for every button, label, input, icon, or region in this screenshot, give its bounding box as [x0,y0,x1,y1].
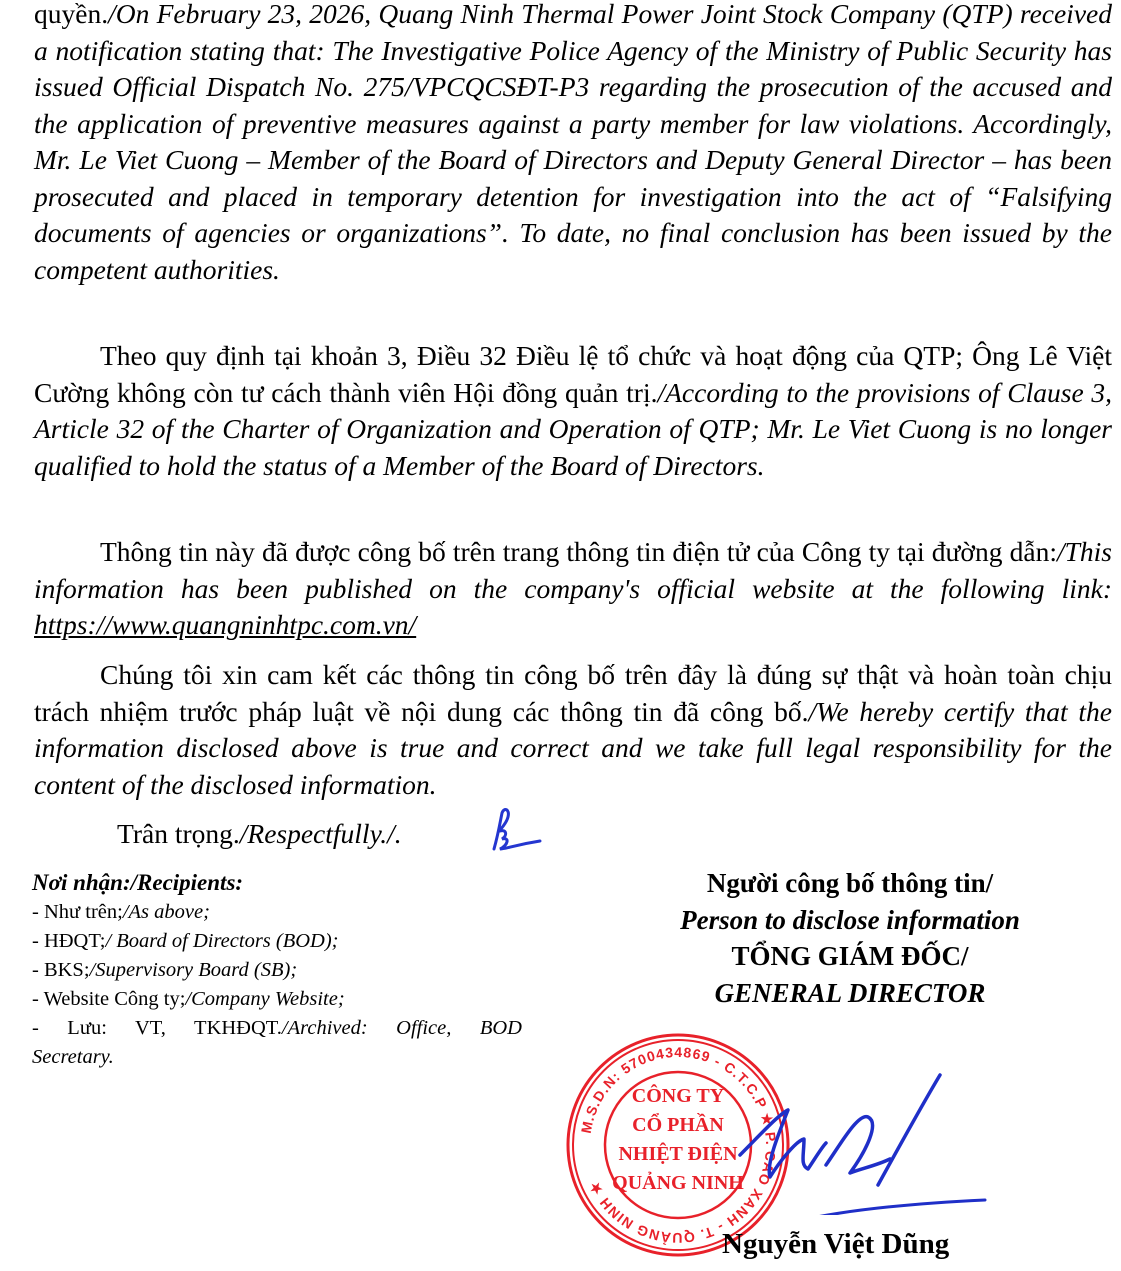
signer-name: Nguyễn Việt Dũng [722,1228,950,1260]
paragraph-charter-provision [34,338,1112,484]
signer-role-en: Person to disclose information [680,904,1020,935]
closing-vi: Trân trọng. [117,818,240,849]
paragraph-3-en: /This information has been published on the company's official website at the following link: [34,536,1112,604]
signer-title-en: GENERAL DIRECTOR [714,977,986,1008]
paragraph-prosecution-notice [34,0,1112,288]
paragraph-1-en: /On February 23, 2026, Quang Ninh Thermal Power Joint Stock Company (QTP) received a notification stating that: The Investigative Police Agency of the Ministry of Public Security has issued Official Dispatch No. 275/VPCQCSĐT-P3 regarding the prosecution of the accused and the application of preventive measures against a party member for law violations. Accordingly, Mr. Le Viet Cuong – Member of the Board of Directors and Deputy General Director – has been prosecuted and placed in temporary detention for investigation into the act of “Falsifying documents of agencies or organizations”. To date, no final conclusion has been issued by the competent authorities. [34,0,1112,285]
paragraph-4-en: /We hereby certify that the information disclosed above is true and correct and we take full legal responsibility for the content of the disclosed information. [34,695,1112,800]
paragraph-1-vi: quyền. [34,0,109,29]
paragraph-2-en: /According to the provisions of Clause 3, Article 32 of the Charter of Organization and Operation of QTP; Mr. Le Viet Cuong is no longer qualified to hold the status of a Member of the Board of Directors. [34,376,1113,481]
paragraph-4-vi: Chúng tôi xin cam kết các thông tin công bố trên đây là đúng sự thật và hoàn toàn chịu trách nhiệm trước pháp luật về nội dung các thông tin đã công bố. [34,659,1112,727]
seal-line: CÔNG TY [631,1085,725,1107]
closing-line [117,816,402,852]
recipient-item: - HĐQT;/ Board of Directors (BOD); [32,930,339,952]
closing-en: /Respectfully./. [239,818,402,849]
paragraph-commitment [34,657,1112,803]
recipients-block [32,868,522,1072]
recipient-item: - Lưu: VT, TKHĐQT./Archived: Office, BOD Secretary. [32,1017,522,1068]
seal-line: NHIỆT ĐIỆN [618,1143,738,1165]
paragraph-3-vi: Thông tin này đã được công bố trên trang thông tin điện tử của Công ty tại đường dẫn: [100,536,1057,567]
paragraph-publication [34,534,1112,644]
initials-paraph-icon [480,805,550,860]
paragraph-2-vi: Theo quy định tại khoản 3, Điều 32 Điều lệ tổ chức và hoạt động của QTP; Ông Lê Việt Cường không còn tư cách thành viên Hội đồng quản trị. [34,340,1112,408]
seal-ring-text: M.S.D.N: 5700434869 - C.T.C.P ★ P. CAO XANH - T. QUẢNG NINH ★ [577,1043,780,1247]
signer-block [600,865,1100,1011]
handwritten-signature-icon [700,1065,990,1215]
signer-role-vi: Người công bố thông tin/ [706,868,994,898]
recipients-heading: Nơi nhận:/Recipients: [32,870,244,895]
recipient-item: - Website Công ty;/Company Website; [32,988,345,1010]
recipient-item: - BKS;/Supervisory Board (SB); [32,959,298,981]
seal-line: QUẢNG NINH [612,1172,744,1194]
signer-title-vi: TỔNG GIÁM ĐỐC/ [731,941,969,971]
recipient-item: - Như trên;/As above; [32,901,210,923]
website-link[interactable]: https://www.quangninhtpc.com.vn/ [34,609,417,640]
seal-line: CỔ PHẦN [632,1114,724,1136]
